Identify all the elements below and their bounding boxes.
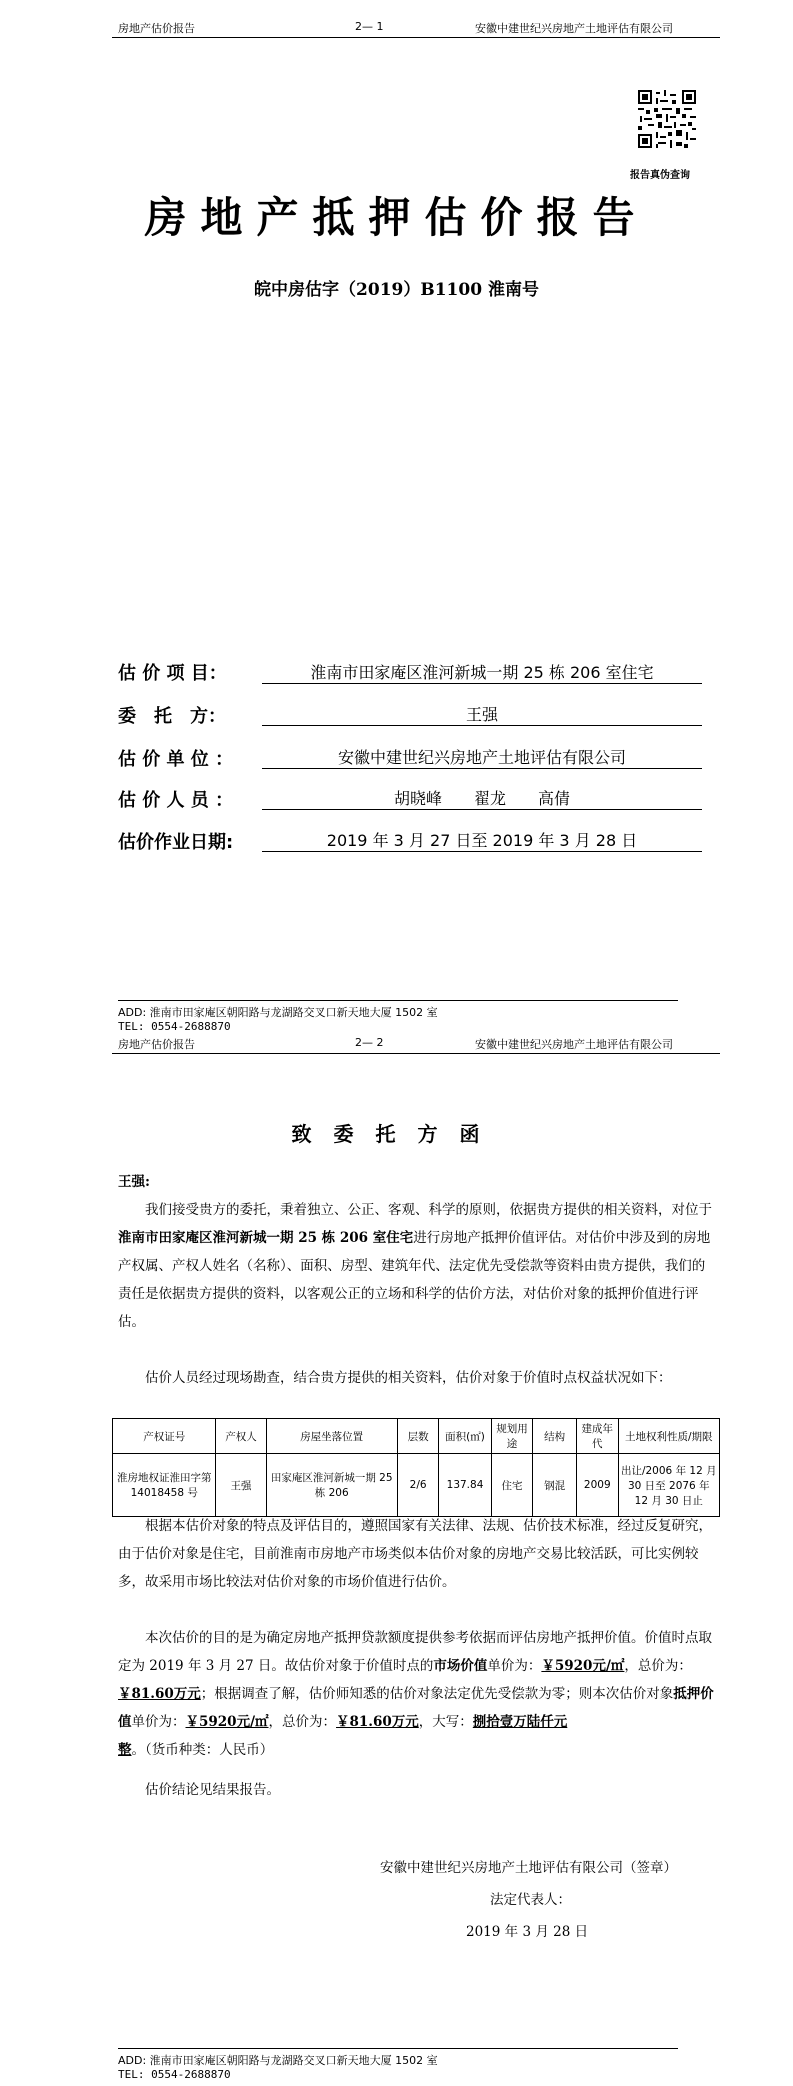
page1-header-rule	[112, 37, 720, 38]
table-header-cell: 产权人	[216, 1419, 266, 1454]
letter-paragraph-5: 估价结论见结果报告。	[145, 1782, 280, 1798]
letter-salutation: 王强:	[118, 1174, 150, 1190]
field-value-appraisers: 胡晓峰 翟龙 高倩	[262, 786, 702, 810]
page1-header-right: 安徽中建世纪兴房地产土地评估有限公司	[475, 22, 673, 35]
table-header-cell: 规划用途	[491, 1419, 533, 1454]
para4-mortgage-total: ￥81.60万元	[336, 1714, 419, 1730]
page2-header-right: 安徽中建世纪兴房地产土地评估有限公司	[475, 1038, 673, 1051]
table-cell-cert-no: 淮房地权证淮田字第 14018458 号	[113, 1454, 216, 1517]
para4-market-unit-price: ￥5920元/㎡	[541, 1658, 625, 1674]
page1-header-center: 2— 1	[355, 20, 384, 33]
letter-paragraph-1	[118, 1196, 718, 1336]
para1-text-a: 我们接受贵方的委托，秉着独立、公正、客观、科学的原则，依据贵方提供的相关资料，对位于	[145, 1202, 712, 1218]
letter-paragraph-2: 估价人员经过现场勘查，结合贵方提供的相关资料，估价对象于价值时点权益状况如下：	[145, 1370, 672, 1386]
table-cell-year: 2009	[576, 1454, 618, 1517]
table-header-cell: 房屋坐落位置	[266, 1419, 397, 1454]
table-header-cell: 面积(㎡)	[439, 1419, 491, 1454]
signature-date: 2019 年 3 月 28 日	[466, 1924, 589, 1940]
table-header-cell: 建成年代	[576, 1419, 618, 1454]
table-cell-area: 137.84	[439, 1454, 491, 1517]
letter-paragraph-4	[118, 1624, 718, 1764]
page1-footer-rule	[118, 1000, 678, 1001]
para4-text-g: ；根据调查了解，估价师知悉的估价对象法定优先受偿款为零；则本次估价对象	[200, 1686, 674, 1702]
field-label-appraisers: 估 价 人 员 ：	[118, 790, 234, 811]
page1-footer-tel: TEL: 0554-2688870	[118, 1020, 231, 1033]
table-cell-use: 住宅	[491, 1454, 533, 1517]
letter-title: 致委托方函	[291, 1122, 502, 1146]
report-title: 房地产抵押估价报告	[144, 193, 649, 242]
para4-text-e: ，总价为：	[624, 1658, 692, 1674]
para4-market-total: ￥81.60万元	[118, 1686, 201, 1702]
signature-company: 安徽中建世纪兴房地产土地评估有限公司（签章）	[380, 1860, 677, 1876]
para4-mortgage-value-label: 抵押价值	[118, 1686, 714, 1730]
table-cell-owner: 王强	[216, 1454, 266, 1517]
table-header-row	[113, 1419, 720, 1454]
para4-text-k: ，总价为：	[268, 1714, 337, 1730]
para4-text-c: 单价为：	[487, 1658, 542, 1674]
para4-amount-in-words: 捌拾壹万陆仟元整	[118, 1714, 568, 1758]
field-label-appraiser-company: 估 价 单 位 ：	[118, 749, 234, 770]
page2-footer-rule	[118, 2048, 678, 2049]
letter-paragraph-3: 根据本估价对象的特点及评估目的，遵照国家有关法律、法规、估价技术标准，经过反复研究，由于估价对象是住宅，目前淮南市房地产市场类似本估价对象的房地产交易比较活跃，可比实例较多，故采用市场比较法对估价对象的市场价值进行估价。	[118, 1518, 712, 1590]
field-value-appraiser-company: 安徽中建世纪兴房地产土地评估有限公司	[262, 745, 702, 769]
table-cell-land-rights: 出让/2006 年 12 月 30 日至 2076 年 12 月 30 日止	[618, 1454, 719, 1517]
field-label-client: 委 托 方：	[118, 706, 226, 727]
page2-header-left: 房地产估价报告	[118, 1038, 195, 1051]
page2-header-rule	[112, 1053, 720, 1054]
para4-mortgage-unit-price: ￥5920元/㎡	[185, 1714, 269, 1730]
para4-text-o: 。（货币种类：人民币）	[131, 1742, 274, 1758]
table-header-cell: 结构	[533, 1419, 577, 1454]
signature-representative: 法定代表人：	[490, 1892, 571, 1908]
table-cell-structure: 钢混	[533, 1454, 577, 1517]
table-cell-location: 田家庵区淮河新城一期 25 栋 206	[266, 1454, 397, 1517]
para4-market-value-label: 市场价值	[433, 1658, 488, 1674]
property-rights-table	[112, 1418, 720, 1517]
field-value-project: 淮南市田家庵区淮河新城一期 25 栋 206 室住宅	[262, 660, 702, 684]
page1-header-left: 房地产估价报告	[118, 22, 195, 35]
para4-text-i: 单价为：	[131, 1714, 186, 1730]
qr-caption: 报告真伪查询	[630, 170, 690, 181]
table-header-cell: 产权证号	[113, 1419, 216, 1454]
table-row	[113, 1454, 720, 1517]
table-header-cell: 土地权利性质/期限	[618, 1419, 719, 1454]
qr-code-icon[interactable]	[638, 90, 696, 148]
page2-footer-address: ADD: 淮南市田家庵区朝阳路与龙湖路交叉口新天地大厦 1502 室	[118, 2054, 438, 2067]
field-value-client: 王强	[262, 702, 702, 726]
para1-text-c: 进行房地产抵押价值评估。对估价中涉及到的房地产权属、产权人姓名（名称）、面积、房型、建筑年代、法定优先受偿款等资料由贵方提供，我们的责任是依据贵方提供的资料，以客观公正的立场和科学的估价方法，对估价对象的抵押价值进行评估。	[118, 1230, 711, 1330]
page2-footer-tel: TEL: 0554-2688870	[118, 2068, 231, 2081]
para4-text-m: ，大写：	[418, 1714, 473, 1730]
para1-property-address: 淮南市田家庵区淮河新城一期 25 栋 206 室住宅	[118, 1230, 414, 1246]
report-doc-number: 皖中房估字（2019）B1100 淮南号	[254, 280, 539, 300]
table-cell-floors: 2/6	[397, 1454, 439, 1517]
field-label-project: 估 价 项 目：	[118, 663, 227, 684]
para4-text-a: 本次估价的目的是为确定房地产抵押贷款额度提供参考依据而评估房地产抵押价值。价值时点取定为 2019 年 3 月 27 日。故估价对象于价值时点的	[118, 1630, 712, 1674]
table-header-cell: 层数	[397, 1419, 439, 1454]
page2-header-center: 2— 2	[355, 1036, 384, 1049]
field-value-work-dates: 2019 年 3 月 27 日至 2019 年 3 月 28 日	[262, 828, 702, 852]
field-label-work-dates: 估价作业日期:	[118, 832, 234, 853]
page1-footer-address: ADD: 淮南市田家庵区朝阳路与龙湖路交叉口新天地大厦 1502 室	[118, 1006, 438, 1019]
